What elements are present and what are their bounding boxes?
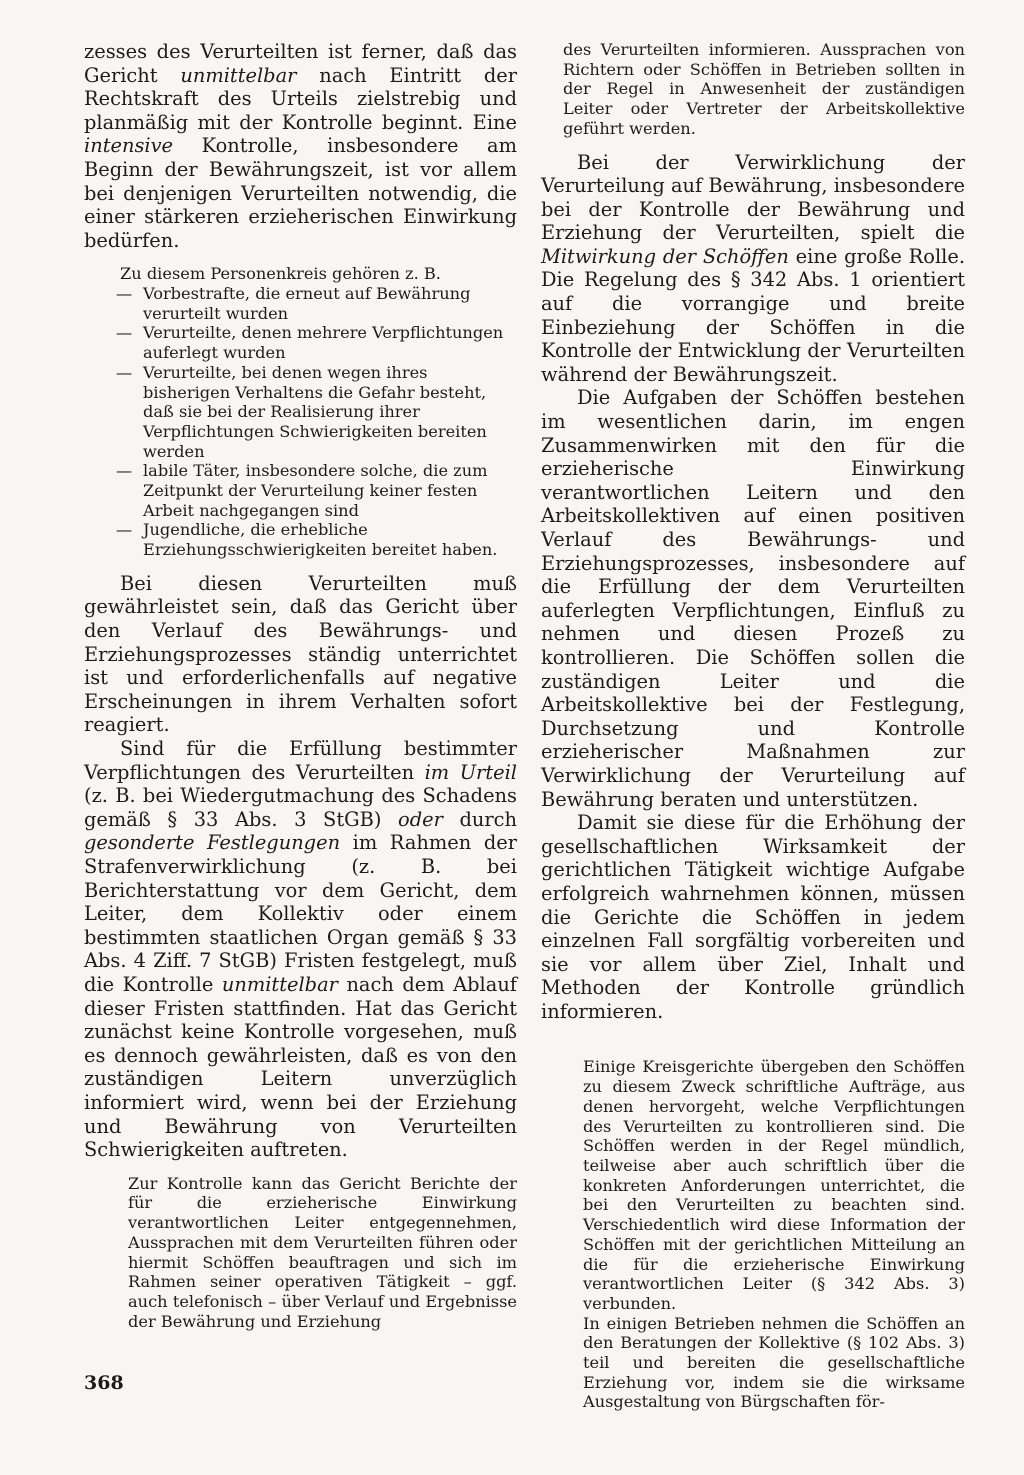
text-run: nach dem Ablauf dieser Fristen stattfinden. Hat das Gericht zunächst keine Kontrolle vorgesehen, muß es dennoch gewährleisten, daß es von den zuständigen Leitern unverzüglich informiert wird, wenn bei der Erziehung und Bewährung von Verurteilten Schwierigkeiten auftreten.: [84, 972, 517, 1162]
left-paragraph-3: [84, 737, 517, 1162]
text-run: durch: [442, 807, 517, 831]
page-number: 368: [84, 1372, 124, 1394]
right-paragraph-1: [541, 151, 965, 387]
emphasis: gesonderte Festlegungen: [84, 831, 341, 855]
text-run: (z. B. bei Wiedergutmachung des Schadens gemäß § 33 Abs. 3 StGB): [84, 784, 517, 831]
right-small-paragraph-start: des Verurteilten informieren. Aussprachen von Richtern oder Schöffen in Betrieben sollten in der Regel in Anwesenheit der zuständigen Leiter oder Vertreter der Arbeitskollektive geführt werden.: [563, 40, 965, 138]
text-run: Bei der Verwirklichung der Verurteilung auf Bewährung, insbesondere bei der Kontrolle der Bewährung und Erziehung der Verurteilten, spielt die: [541, 150, 965, 245]
right-column: [541, 40, 965, 1412]
emphasis: unmittelbar: [221, 972, 338, 996]
emphasis: oder: [398, 807, 443, 831]
emphasis: unmittelbar: [180, 63, 297, 87]
left-paragraph-2: Bei diesen Verurteilten muß gewährleistet sein, daß das Gericht über den Verlauf des Bewährungs- und Erziehungsprozesses ständig unterrichtet ist und erforderlichenfalls auf negative Erscheinungen in ihrem Verhalten sofort reagiert.: [84, 571, 517, 737]
left-small-paragraph: Zur Kontrolle kann das Gericht Berichte der für die erzieherische Einwirkung verantwortlichen Leiter entgegennehmen, Aussprachen mit dem Verurteilten führen oder hiermit Schöffen beauftragen und sich im Rahmen seiner operativen Tätigkeit – ggf. auch telefonisch – über Verlauf und Ergebnisse der Bewährung und Erziehung: [128, 1173, 517, 1331]
emphasis: Mitwirkung der Schöffen: [541, 244, 789, 268]
right-small-paragraph-2: In einigen Betrieben nehmen die Schöffen an den Beratungen der Kollektive (§ 102 Abs. 3) teil und bereiten die gesellschaftliche Erziehung vor, indem sie die wirksame Ausgestaltung von Bürgschaften för-: [583, 1313, 965, 1412]
left-paragraph-1: [84, 40, 517, 252]
text-run: nach Eintritt der Rechtskraft des Urteils zielstrebig und planmäßig mit der Kontrolle beginnt. Eine: [84, 63, 517, 134]
left-column: [84, 40, 517, 1331]
right-paragraph-3: Damit sie diese für die Erhöhung der gesellschaftlichen Wirksamkeit der gerichtlichen Tätigkeit wichtige Aufgabe erfolgreich wahrnehmen können, müssen die Gerichte die Schöffen in jedem einzelnen Fall sorgfältig vorbereiten und sie vor allem über Ziel, Inhalt und Methoden der Kontrolle gründlich informieren.: [541, 811, 965, 1023]
list-item: — labile Täter, insbesondere solche, die zum Zeitpunkt der Verurteilung keiner festen Arbeit nachgegangen sind: [120, 461, 517, 520]
emphasis: intensive: [84, 134, 174, 158]
emphasis: im Urteil: [424, 760, 517, 784]
list-item: — Verurteilte, denen mehrere Verpflichtungen auferlegt wurden: [120, 323, 517, 362]
right-paragraph-2: Die Aufgaben der Schöffen bestehen im wesentlichen darin, im engen Zusammenwirken mit den für die erzieherische Einwirkung verantwortlichen Leitern und den Arbeitskollektiven auf einen positiven Verlauf des Bewährungs- und Erziehungsprozesses, insbesondere auf die Erfüllung der dem Verurteilten auferlegten Verpflichtungen, Einfluß zu nehmen und diesen Prozeß zu kontrollieren. Die Schöffen sollen die zuständigen Leiter und die Arbeitskollektive bei der Festlegung, Durchsetzung und Kontrolle erzieherischer Maßnahmen zur Verwirklichung der Verurteilung auf Bewährung beraten und unterstützen.: [541, 386, 965, 811]
list-intro: Zu diesem Personenkreis gehören z. B.: [120, 264, 441, 284]
text-run: Sind für die Erfüllung bestimmter Verpflichtungen des Verurteilten: [84, 737, 517, 784]
text-run: eine große Rolle. Die Regelung des § 342 Abs. 1 orientiert auf die vorrangige und breite Einbeziehung der Schöffen in die Kontrolle der Entwicklung der Verurteilten während der Bewährungszeit.: [541, 244, 965, 386]
text-run: zesses des Verurteilten ist ferner, daß das Gericht: [84, 40, 517, 87]
right-small-block: [541, 1057, 965, 1412]
person-list: [120, 284, 517, 560]
right-small-paragraph-1: Einige Kreisgerichte übergeben den Schöffen zu diesem Zweck schriftliche Aufträge, aus denen hervorgeht, welche Verpflichtungen des Verurteilten zu kontrollieren sind. Die Schöffen werden in der Regel mündlich, teilweise aber auch schriftlich über die konkreten Anforderungen unterrichtet, die bei den Verurteilten zu beachten sind. Verschiedentlich wird diese Information der Schöffen mit der gerichtlichen Mitteilung an die für die erzieherische Einwirkung verantwortlichen Leiter (§ 342 Abs. 3) verbunden.: [583, 1057, 965, 1313]
text-run: im Rahmen der Strafenverwirklichung (z. B. bei Berichterstattung vor dem Gericht, dem Leiter, dem Kollektiv oder einem bestimmten staatlichen Organ gemäß § 33 Abs. 4 Ziff. 7 StGB) Fristen festgelegt, muß die Kontrolle: [84, 831, 517, 996]
list-item: — Jugendliche, die erhebliche Erziehungsschwierigkeiten bereitet haben.: [120, 520, 517, 559]
list-block: [84, 264, 517, 560]
list-item: — Verurteilte, bei denen wegen ihres bisherigen Verhaltens die Gefahr besteht, daß sie bei der Realisierung ihrer Verpflichtungen Schwierigkeiten bereiten werden: [120, 363, 517, 462]
text-run: Kontrolle, insbesondere am Beginn der Bewährungszeit, ist vor allem bei denjenigen Verurteilten notwendig, die einer stärkeren erzieherischen Einwirkung bedürfen.: [84, 134, 517, 252]
list-item: — Vorbestrafte, die erneut auf Bewährung verurteilt wurden: [120, 284, 517, 323]
